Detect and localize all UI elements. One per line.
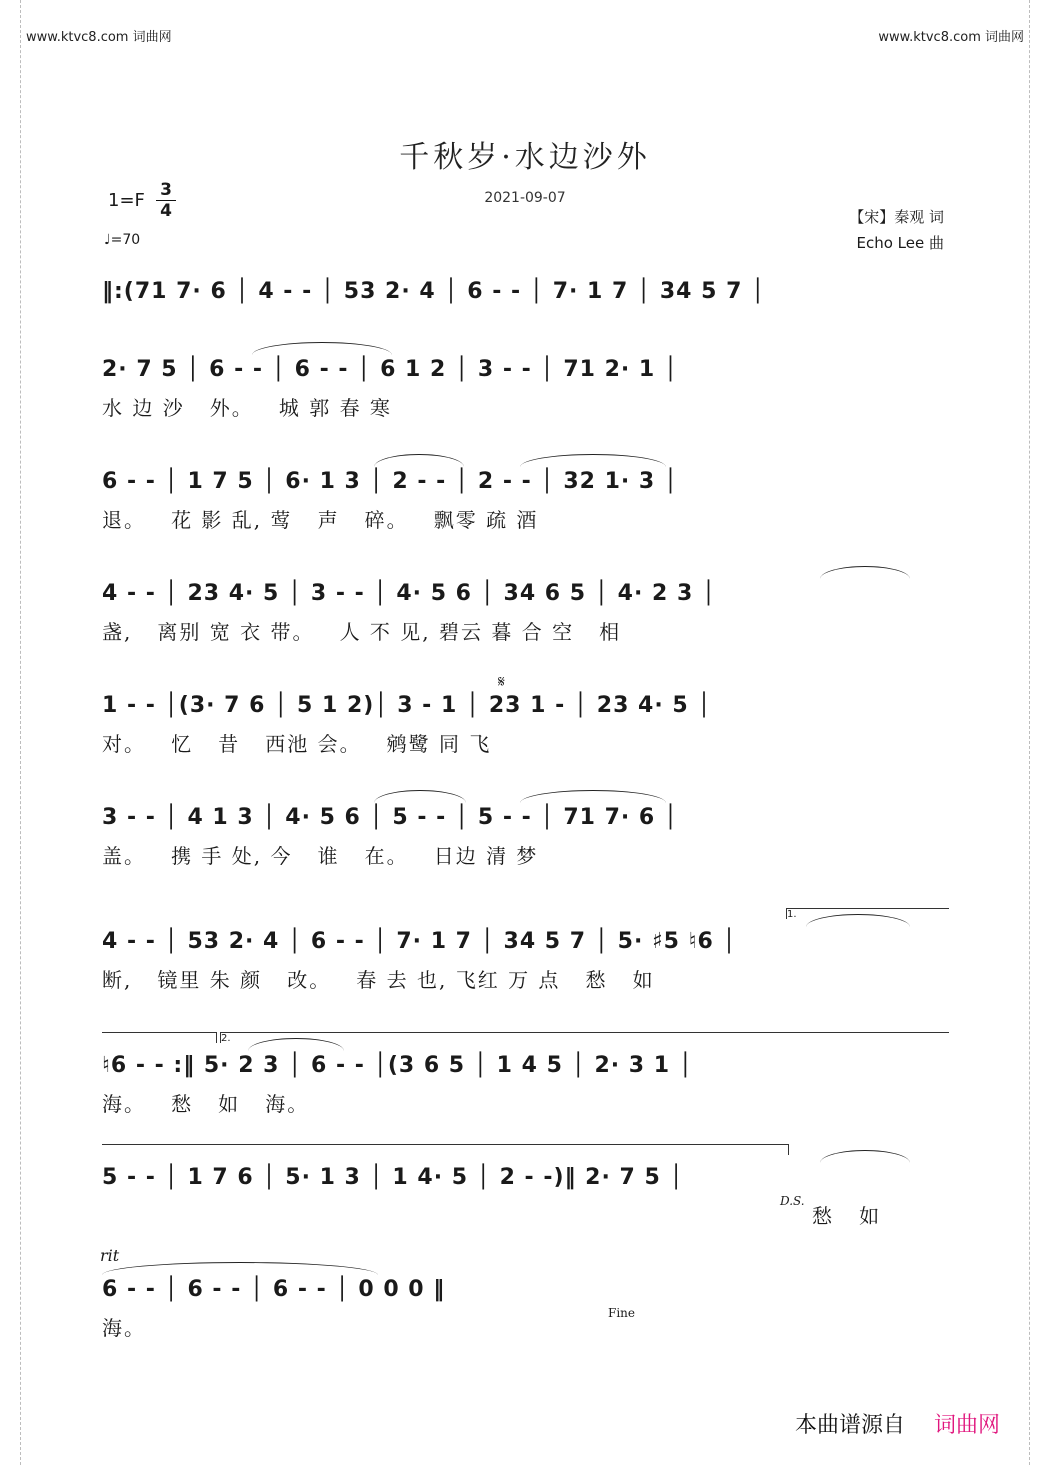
slur-mark [374,790,466,803]
left-watermark-strip [0,0,21,1465]
key-signature: 1=F [108,190,145,211]
tempo-mark: ♩=70 [104,232,141,248]
row-lyrics: 海。 愁 如 海。 [102,1092,310,1116]
song-date: 2021-09-07 [484,190,566,206]
slur-mark [374,454,464,467]
slur-mark [820,1150,910,1163]
volta-2: 2. [220,1032,949,1043]
row-notes: 4 - - │ 23 4· 5 │ 3 - - │ 4· 5 6 │ 34 6 5 │ 4· 2 3 │ [102,581,717,606]
segno-mark: 𝄋 [498,672,505,691]
row-lyrics: 愁 如 [812,1204,882,1228]
row-notes: 5 - - │ 1 7 6 │ 5· 1 3 │ 1 4· 5 │ 2 - -)‖ 2· 7 5 │ [102,1165,684,1190]
time-top: 3 [160,180,172,200]
row-lyrics [102,316,952,344]
song-title: 千秋岁·水边沙外 [399,140,651,175]
row-notes: ♮6 - - :‖ 5· 2 3 │ 6 - - │(3 6 5 │ 1 4 5 │ 2· 3 1 │ [102,1053,693,1078]
row-lyrics: 对。 忆 昔 西池 会。 鹓鹭 同 飞 [102,732,492,756]
row-lyrics: 退。 花 影 乱, 莺 声 碎。 飘零 疏 酒 [102,508,539,532]
row-notes: 2· 7 5 │ 6 - - │ 6 - - │ 6 1 2 │ 3 - - │ 71 2· 1 │ [102,357,679,382]
row-lyrics: 盏, 离别 宽 衣 带。 人 不 见, 碧云 暮 合 空 相 [102,620,622,644]
volta-1: 1. [786,908,949,919]
volta-1-end [102,1032,217,1043]
tie-mark [102,1262,378,1275]
time-bottom: 4 [156,200,176,221]
row-lyrics: 海。 [102,1316,146,1340]
volta-2-end [102,1144,789,1155]
right-watermark-strip [1029,0,1050,1465]
fine-mark: Fine [608,1306,635,1320]
row-notes: 3 - - │ 4 1 3 │ 4· 5 6 │ 5 - - │ 5 - - │ 71 7· 6 │ [102,805,679,830]
composer-credit: Echo Lee 曲 [856,234,944,252]
slur-mark [820,566,910,579]
row-notes: 6 - - │ 1 7 5 │ 6· 1 3 │ 2 - - │ 2 - - │ 32 1· 3 │ [102,469,679,494]
time-signature [156,180,176,221]
row-lyrics: 断, 镜里 朱 颜 改。 春 去 也, 飞红 万 点 愁 如 [102,968,655,992]
footer-brand-link[interactable]: 词曲网 [934,1413,1001,1438]
footer-source-text: 本曲谱源自 [795,1413,906,1438]
row-notes: 4 - - │ 53 2· 4 │ 6 - - │ 7· 1 7 │ 34 5 7 │ 5· ♯5 ♮6 │ [102,929,737,954]
lyricist-credit: 【宋】秦观 词 [849,208,944,226]
rit-mark: rit [100,1246,120,1265]
tie-mark [520,790,666,803]
row-lyrics: 盖。 携 手 处, 今 谁 在。 日边 清 梦 [102,844,539,868]
watermark-site-left: www.ktvc8.com 词曲网 [26,30,172,45]
tie-mark [520,454,666,467]
row-lyrics: 水 边 沙 外。 城 郭 春 寒 [102,396,392,420]
row-notes: 1 - - │(3· 7 6 │ 5 1 2)│ 3 - 1 │ 23 1 - │ 23 4· 5 │ [102,693,712,718]
row-notes: ‖:(71 7· 6 │ 4 - - │ 53 2· 4 │ 6 - - │ 7· 1 7 │ 34 5 7 │ [102,279,766,304]
ds-mark: D.S. [780,1194,805,1208]
row-notes: 6 - - │ 6 - - │ 6 - - │ 0 0 0 ‖ [102,1277,446,1302]
watermark-site-right: www.ktvc8.com 词曲网 [878,30,1024,45]
